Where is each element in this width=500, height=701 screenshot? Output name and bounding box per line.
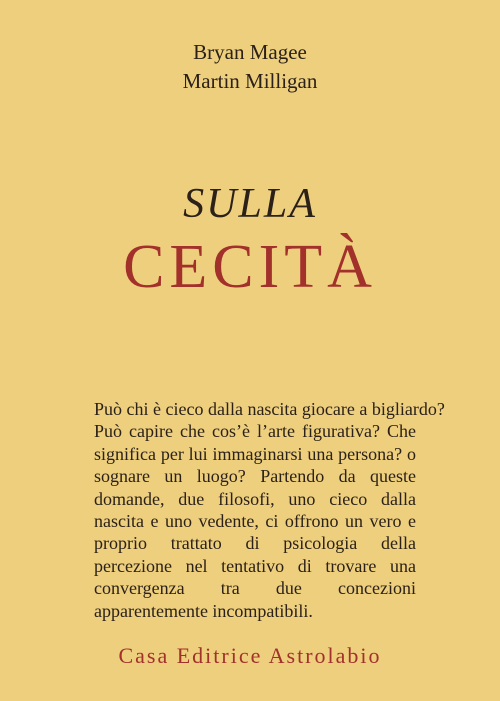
publisher-name: Casa Editrice Astrolabio [118,643,382,668]
author-name: Martin Milligan [182,69,318,93]
blurb-line: Può chi è cieco dalla nascita giocare a bigliardo? [94,399,445,419]
book-title: CECITÀ [123,233,377,301]
authors [0,38,500,96]
book-title-prefix: SULLA [183,181,317,227]
author-name: Bryan Magee [193,40,307,64]
blurb-text [94,398,445,622]
blurb-paragraph: Può capire che cos’è l’arte figurativa? Che significa per lui immaginarsi una persona? o sognare un luogo? Partendo da queste domande, due filosofi, uno cieco dalla nascita e uno vedente, ci offrono un vero e proprio trattato di psicologia della percezione nel tentativo di trovare una convergenza tra due concezioni apparentemente incompatibili. [94,421,416,621]
